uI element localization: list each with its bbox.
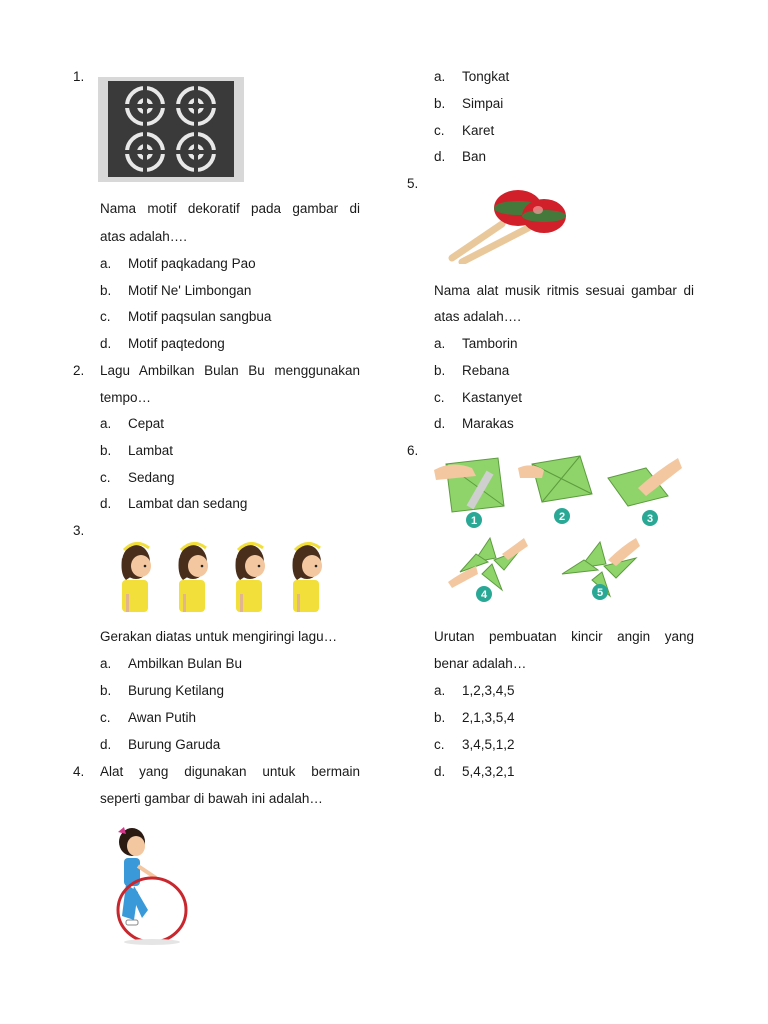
bowing-girls-image [112, 536, 338, 612]
option-text: Lambat dan sedang [128, 496, 248, 511]
option-letter: d. [434, 416, 446, 431]
option-text: Karet [462, 123, 495, 138]
question-text: Alat yang digunakan untuk bermain [100, 764, 360, 779]
question-number: 4. [73, 764, 85, 779]
option-text: Cepat [128, 416, 165, 431]
option-letter: a. [100, 416, 112, 431]
question-text: atas adalah…. [434, 309, 522, 324]
question-number: 1. [73, 69, 85, 84]
option-text: Motif paqkadang Pao [128, 256, 256, 271]
option-text: Burung Garuda [128, 737, 221, 752]
dekoratif-motif-image [98, 77, 244, 182]
hoop-girl-image [104, 822, 192, 946]
option-letter: c. [100, 309, 111, 324]
question-text: seperti gambar di bawah ini adalah… [100, 791, 323, 806]
option-letter: b. [100, 443, 112, 458]
option-text: Burung Ketilang [128, 683, 225, 698]
option-text: 2,1,3,5,4 [462, 710, 515, 725]
option-text: Sedang [128, 470, 175, 485]
option-text: 3,4,5,1,2 [462, 737, 515, 752]
question-text: Gerakan diatas untuk mengiringi lagu… [100, 629, 338, 644]
option-text: 1,2,3,4,5 [462, 683, 515, 698]
option-letter: c. [100, 470, 111, 485]
option-text: Motif Ne' Limbongan [128, 283, 252, 298]
option-text: Ambilkan Bulan Bu [128, 656, 243, 671]
question-number: 5. [407, 176, 419, 191]
question-number: 2. [73, 363, 85, 378]
step-badge: 1 [470, 515, 478, 527]
step-2-illustration [518, 456, 592, 502]
step-1-illustration [434, 458, 504, 512]
option-text: 5,4,3,2,1 [462, 764, 515, 779]
question-number: 6. [407, 443, 419, 458]
option-letter: d. [434, 764, 446, 779]
option-letter: a. [100, 256, 112, 271]
option-letter: b. [434, 710, 446, 725]
step-4-illustration [448, 538, 528, 590]
option-letter: b. [434, 363, 446, 378]
option-text: Rebana [462, 363, 510, 378]
option-text: Motif paqtedong [128, 336, 225, 351]
option-letter: a. [100, 656, 112, 671]
question-text: Lagu Ambilkan Bulan Bu menggunakan [100, 363, 360, 378]
option-letter: c. [434, 390, 445, 405]
option-text: Tamborin [462, 336, 518, 351]
option-letter: a. [434, 683, 446, 698]
option-letter: c. [434, 737, 445, 752]
option-letter: d. [434, 149, 446, 164]
option-text: Tongkat [462, 69, 510, 84]
maracas-image [440, 184, 570, 264]
option-letter: d. [100, 737, 112, 752]
step-3-illustration [608, 458, 682, 506]
option-text: Motif paqsulan sangbua [128, 309, 272, 324]
option-letter: a. [434, 69, 446, 84]
question-text: benar adalah… [434, 656, 527, 671]
question-text: Nama motif dekoratif pada gambar di [100, 201, 360, 216]
step-badge: 4 [480, 589, 488, 601]
option-letter: c. [100, 710, 111, 725]
option-letter: b. [100, 683, 112, 698]
option-letter: c. [434, 123, 445, 138]
question-text: Urutan pembuatan kincir angin yang [434, 629, 694, 644]
step-badge: 2 [558, 511, 566, 523]
question-number: 3. [73, 523, 85, 538]
option-letter: d. [100, 496, 112, 511]
option-text: Lambat [128, 443, 174, 458]
pinwheel-steps-image [432, 450, 694, 610]
option-text: Awan Putih [128, 710, 197, 725]
option-letter: b. [434, 96, 446, 111]
option-letter: a. [434, 336, 446, 351]
option-text: Marakas [462, 416, 514, 431]
option-letter: d. [100, 336, 112, 351]
step-badge: 5 [596, 587, 604, 599]
option-text: Kastanyet [462, 390, 523, 405]
option-text: Ban [462, 149, 487, 164]
question-text: Nama alat musik ritmis sesuai gambar di [434, 283, 694, 298]
option-letter: b. [100, 283, 112, 298]
question-text: tempo… [100, 390, 152, 405]
step-badge: 3 [646, 513, 654, 525]
option-text: Simpai [462, 96, 504, 111]
question-text: atas adalah…. [100, 229, 188, 244]
